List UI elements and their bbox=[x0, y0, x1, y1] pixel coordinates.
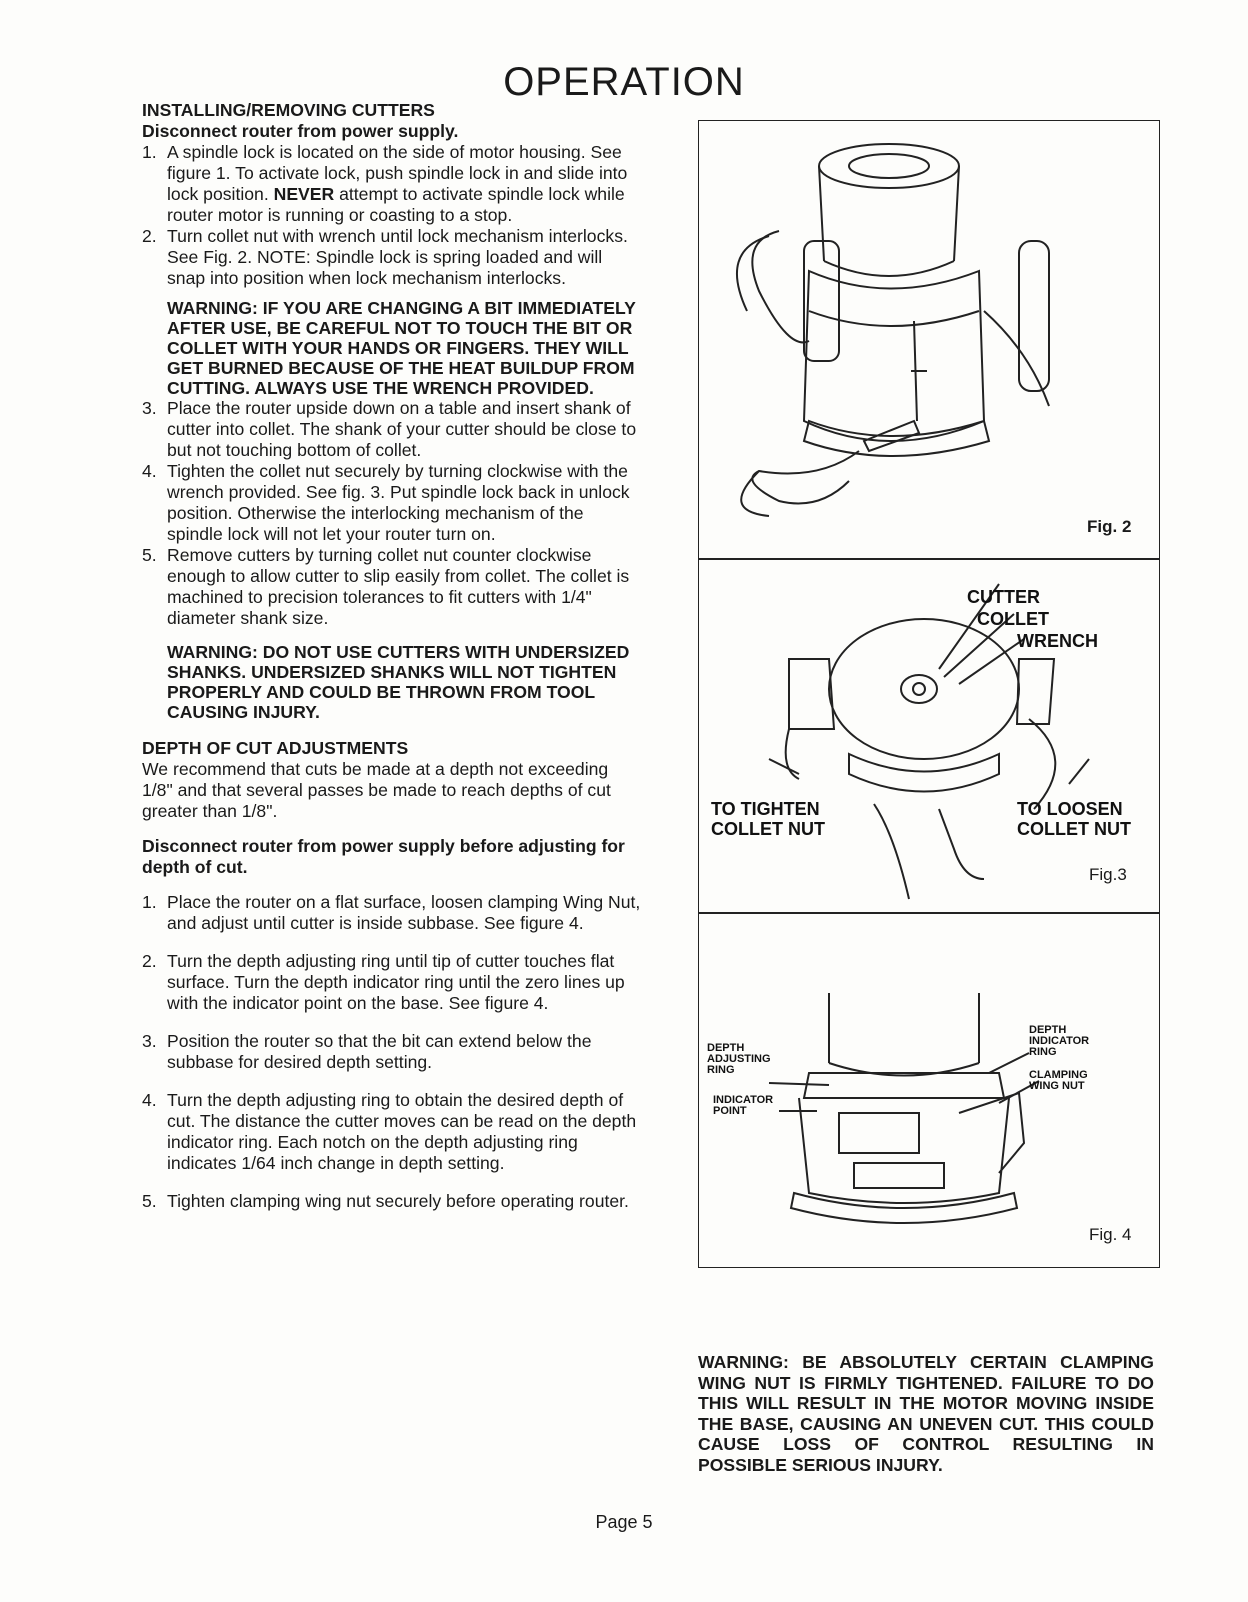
list-item: 4. Tighten the collet nut securely by turning clockwise with the wrench provided. See fig. 3. Put spindle lock back in unlock position. Otherwise the interlocking mechanism of the spindle lock will not let your router turn on. bbox=[142, 461, 630, 544]
warning-hot-bit: WARNING: IF YOU ARE CHANGING A BIT IMMEDIATELY AFTER USE, BE CAREFUL NOT TO TOUCH THE BIT OR COLLET WITH YOUR HANDS OR FINGERS. THEY WILL GET BURNED BECAUSE OF THE HEAT BUILDUP FROM CUTTING. ALWAYS USE THE WRENCH PROVIDED. bbox=[167, 298, 636, 398]
list-item: 4. Turn the depth adjusting ring to obtain the desired depth of cut. The distance the cutter moves can be read on the depth indicator ring. Each notch on the depth adjusting ring indicates 1/64 inch change in depth setting. bbox=[142, 1090, 637, 1173]
page-title: OPERATION bbox=[503, 60, 745, 104]
list-item: 5. Tighten clamping wing nut securely before operating router. bbox=[142, 1191, 629, 1211]
list-item: 2. Turn the depth adjusting ring until tip of cutter touches flat surface. Turn the depth indicator ring until the zero lines up with the indicator point on the base. See figure 4. bbox=[142, 951, 625, 1013]
list-item: 3. Place the router upside down on a table and insert shank of cutter into collet. The shank of your cutter should be close to but not touching bottom of collet. bbox=[142, 398, 637, 460]
callout-indicator-point: INDICATOR POINT bbox=[713, 1094, 774, 1117]
page-number: Page 5 bbox=[595, 1512, 653, 1532]
installing-heading: INSTALLING/REMOVING CUTTERS bbox=[142, 100, 435, 120]
callout-collet: COLLET bbox=[977, 609, 1049, 629]
installing-steps bbox=[142, 142, 642, 289]
figure-3 bbox=[698, 558, 1160, 914]
callout-depth-adjusting-ring: DEPTH ADJUSTING RING bbox=[707, 1042, 771, 1076]
depth-intro: We recommend that cuts be made at a depth not exceeding 1/8" and that several passes be made to reach depths of cut greater than 1/8". bbox=[142, 759, 611, 821]
left-column bbox=[142, 100, 642, 1229]
list-item: 5. Remove cutters by turning collet nut counter clockwise enough to allow cutter to slip easily from collet. The collet is machined to precision tolerances to fit cutters with 1/4" diameter shank size. bbox=[142, 545, 630, 628]
figure-4 bbox=[698, 912, 1160, 1268]
callout-wrench: WRENCH bbox=[1017, 631, 1098, 651]
installing-steps-continued bbox=[142, 398, 642, 629]
callout-depth-indicator-ring: DEPTH INDICATOR RING bbox=[1029, 1024, 1090, 1058]
router-depth-illustration bbox=[699, 913, 1161, 1269]
router-motor-illustration bbox=[699, 121, 1161, 561]
fig-4-label: Fig. 4 bbox=[1089, 1225, 1132, 1244]
callout-to-tighten: TO TIGHTEN COLLET NUT bbox=[711, 799, 825, 839]
callout-to-loosen: TO LOOSEN COLLET NUT bbox=[1017, 799, 1131, 839]
fig-3-label: Fig.3 bbox=[1089, 865, 1127, 884]
list-item: 1. A spindle lock is located on the side of motor housing. See figure 1. To activate lock, push spindle lock in and slide into lock position. NEVER attempt to activate spindle lock while router motor is running or coasting to a stop. bbox=[142, 142, 628, 225]
router-collet-illustration bbox=[699, 559, 1161, 915]
depth-steps bbox=[142, 892, 642, 1212]
list-item: 2. Turn collet nut with wrench until lock mechanism interlocks. See Fig. 2. NOTE: Spindle lock is spring loaded and will snap into position when lock mechanism interlocks. bbox=[142, 226, 628, 288]
warning-undersized-shanks: WARNING: DO NOT USE CUTTERS WITH UNDERSIZED SHANKS. UNDERSIZED SHANKS WILL NOT TIGHTEN PROPERLY AND COULD BE THROWN FROM TOOL CAUSING INJURY. bbox=[167, 642, 630, 722]
list-item: 1. Place the router on a flat surface, loosen clamping Wing Nut, and adjust until cutter is inside subbase. See figure 4. bbox=[142, 892, 641, 933]
callout-clamping-wing-nut: CLAMPING WING NUT bbox=[1029, 1069, 1088, 1092]
depth-heading: DEPTH OF CUT ADJUSTMENTS bbox=[142, 738, 409, 758]
figure-2 bbox=[698, 120, 1160, 560]
list-item: 3. Position the router so that the bit can extend below the subbase for desired depth setting. bbox=[142, 1031, 592, 1072]
fig-2-label: Fig. 2 bbox=[1087, 517, 1132, 536]
installing-subheading: Disconnect router from power supply. bbox=[142, 121, 459, 141]
depth-disconnect-note: Disconnect router from power supply before adjusting for depth of cut. bbox=[142, 836, 625, 877]
warning-wing-nut: WARNING: BE ABSOLUTELY CERTAIN CLAMPING WING NUT IS FIRMLY TIGHTENED. FAILURE TO DO THIS WILL RESULT IN THE MOTOR MOVING INSIDE THE BASE, CAUSING AN UNEVEN CUT. THIS COULD CAUSE LOSS OF CONTROL RESULTING IN POSSIBLE SERIOUS INJURY. bbox=[698, 1352, 1154, 1475]
callout-cutter: CUTTER bbox=[967, 587, 1040, 607]
